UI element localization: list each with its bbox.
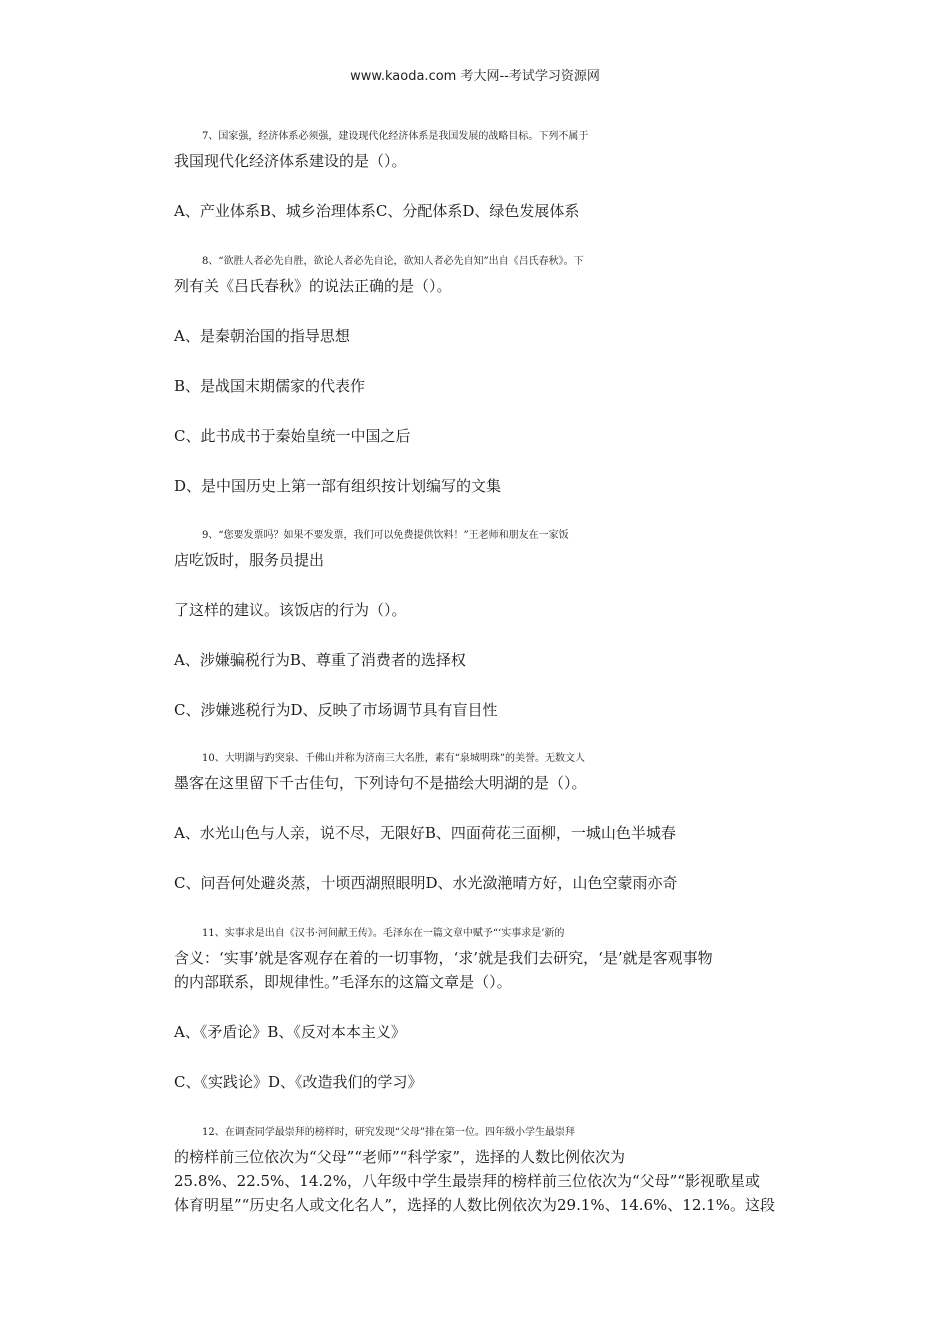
q8-option-a: A、是秦朝治国的指导思想: [174, 327, 350, 345]
q11-line1: 11、实事求是出自《汉书·河间献王传》。毛泽东在一篇文章中赋予“‘实事求是’新的: [202, 928, 565, 939]
q8-option-b: B、是战国末期儒家的代表作: [174, 377, 366, 395]
q12-line3: 25.8%、22.5%、14.2%，八年级中学生最崇拜的榜样前三位依次为“父母”“影视歌星或: [174, 1172, 760, 1190]
q10-line1: 10、大明湖与趵突泉、千佛山并称为济南三大名胜，素有“泉城明珠”的美誉。无数文人: [202, 753, 585, 764]
q8-line2: 列有关《吕氏春秋》的说法正确的是（）。: [174, 277, 452, 295]
q10-options-ab: A、水光山色与人亲，说不尽，无限好B、四面荷花三面柳，一城山色半城春: [174, 824, 676, 842]
q11-options-ab: A、《矛盾论》B、《反对本本主义》: [174, 1023, 406, 1041]
q9-options-ab: A、涉嫌骗税行为B、尊重了消费者的选择权: [174, 651, 466, 669]
q8-line1: 8、“欲胜人者必先自胜，欲论人者必先自论，欲知人者必先自知”出自《吕氏春秋》。下: [202, 256, 584, 267]
page-header: www.kaoda.com 考大网--考试学习资源网: [350, 69, 600, 84]
q9-line3: 了这样的建议。该饭店的行为（）。: [174, 601, 407, 619]
q11-options-cd: C、《实践论》D、《改造我们的学习》: [174, 1073, 423, 1091]
q10-options-cd: C、问吾何处避炎蒸，十顷西湖照眼明D、水光潋滟晴方好，山色空蒙雨亦奇: [174, 874, 678, 892]
q9-line2: 店吃饭时，服务员提出: [174, 551, 325, 569]
q9-options-cd: C、涉嫌逃税行为D、反映了市场调节具有盲目性: [174, 701, 498, 719]
q12-line2: 的榜样前三位依次为“父母”“老师”“科学家”，选择的人数比例依次为: [174, 1148, 626, 1166]
q10-line2: 墨客在这里留下千古佳句，下列诗句不是描绘大明湖的是（）。: [174, 774, 587, 792]
q7-line1: 7、国家强，经济体系必须强，建设现代化经济体系是我国发展的战略目标。下列不属于: [202, 131, 589, 142]
q9-line1: 9、“您要发票吗？如果不要发票，我们可以免费提供饮料！”王老师和朋友在一家饭: [202, 530, 569, 541]
q8-option-d: D、是中国历史上第一部有组织按计划编写的文集: [174, 477, 502, 495]
q7-options: A、产业体系B、城乡治理体系C、分配体系D、绿色发展体系: [174, 202, 580, 220]
q7-line2: 我国现代化经济体系建设的是（）。: [174, 152, 407, 170]
q11-line2: 含义：‘实事’就是客观存在着的一切事物，‘求’就是我们去研究，‘是’就是客观事物: [174, 949, 713, 967]
q12-line1: 12、在调查同学最崇拜的榜样时，研究发现“父母”排在第一位。四年级小学生最崇拜: [202, 1127, 575, 1138]
q12-line4: 体育明星”“历史名人或文化名人”，选择的人数比例依次为29.1%、14.6%、12.1%。这段: [174, 1196, 775, 1214]
q11-line3: 的内部联系，即规律性。”毛泽东的这篇文章是（）。: [174, 973, 512, 991]
q8-option-c: C、此书成书于秦始皇统一中国之后: [174, 427, 411, 445]
